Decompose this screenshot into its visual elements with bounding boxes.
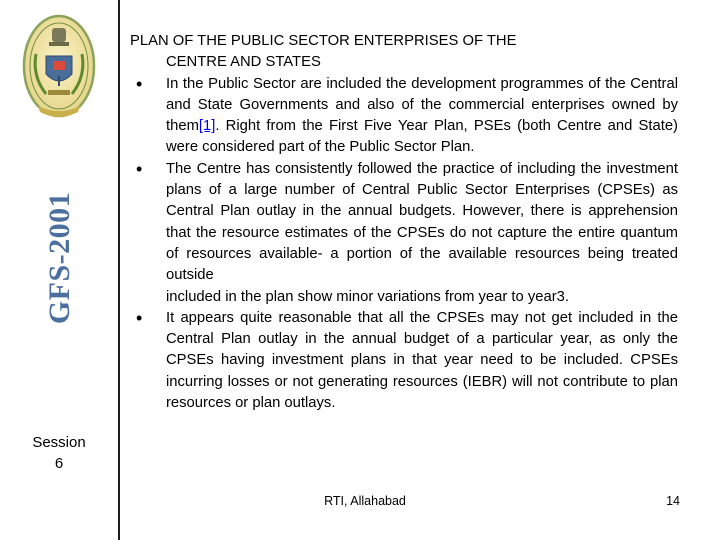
session-label xyxy=(0,432,118,474)
bullet-2-text-cont: included in the plan show minor variations from year to year3. xyxy=(166,288,570,305)
heading-line-1: PLAN OF THE PUBLIC SECTOR ENTERPRISES OF THE xyxy=(130,33,517,49)
page-number: 14 xyxy=(666,494,680,508)
slide-content xyxy=(130,31,678,414)
sidebar xyxy=(0,0,118,540)
vertical-title: GFS-2001 xyxy=(43,191,76,325)
sidebar-divider xyxy=(118,0,120,540)
bullet-item xyxy=(130,159,678,308)
bullet-1-text: In the Public Sector are included the development programmes of the Central and State Governments and also of the commercial enterprises owned by them xyxy=(166,75,678,135)
session-text: Session xyxy=(32,434,86,451)
heading-line-2: CENTRE AND STATES xyxy=(166,54,321,71)
bullet-1-text-cont: . Right from the First Five Year Plan, PSEs (both Centre and State) were considered part of the Public Sector Plan. xyxy=(166,118,678,156)
bullet-item xyxy=(130,308,678,414)
bullet-2-text: The Centre has consistently followed the practice of including the investment plans of a large number of Central Public Sector Enterprises (CPSEs) as Central Plan outlay in the annual budgets. However, there is apprehension that the resource estimates of the CPSEs do not capture the entire quantum of resources available- a portion of the available resources being treated outside xyxy=(166,160,678,284)
bullet-list xyxy=(130,74,678,415)
slide-heading xyxy=(130,31,678,74)
bullet-3-text: It appears quite reasonable that all the CPSEs may not get included in the Central Plan outlay in the annual budget of a particular year, as only the CPSEs having investment plans in that year need to be included. CPSEs incurring losses or not generating resources (IEBR) will not contribute to plan resources or plan outlays. xyxy=(166,309,678,412)
footer-source: RTI, Allahabad xyxy=(324,494,406,508)
footnote-link[interactable]: [1] xyxy=(198,118,216,135)
session-number: 6 xyxy=(54,455,64,472)
bullet-item xyxy=(130,74,678,159)
emblem-seal-icon xyxy=(22,14,96,132)
